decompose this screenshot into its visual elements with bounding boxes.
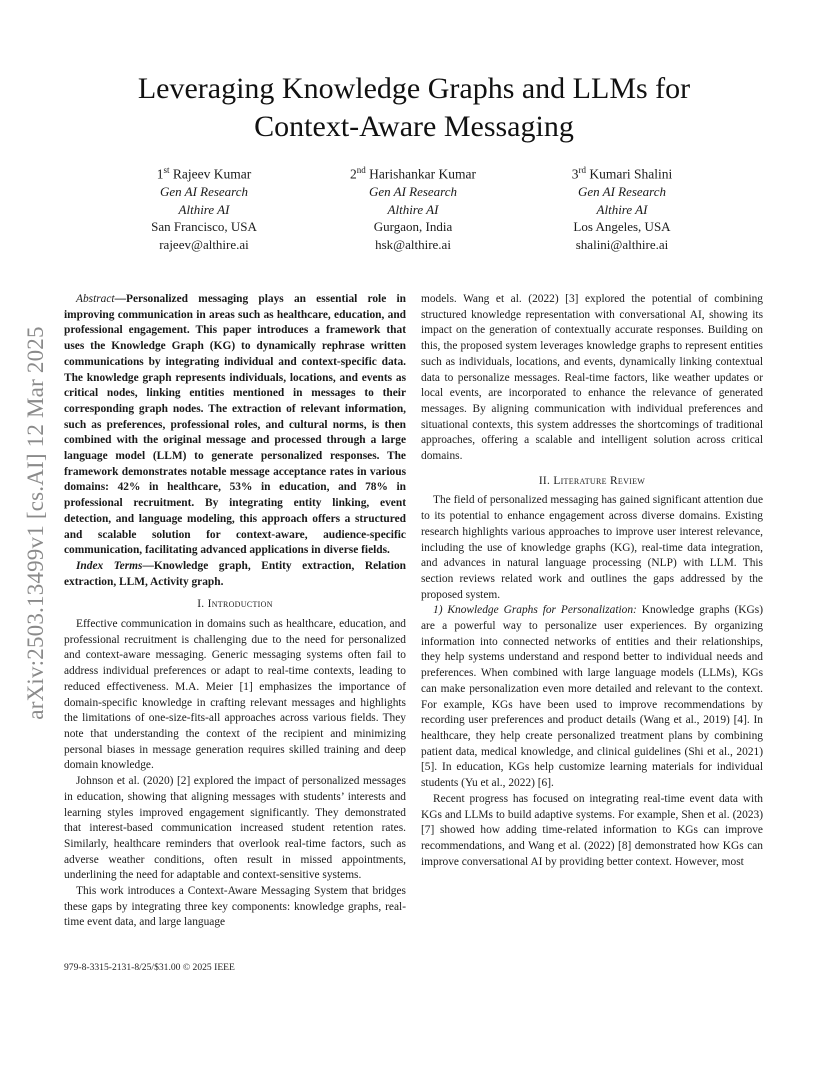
author-ordinal-suffix: st	[163, 165, 170, 175]
index-terms-label: Index Terms	[76, 559, 143, 572]
author-name: Kumari Shalini	[589, 166, 673, 182]
intro-paragraph-2: Johnson et al. (2020) [2] explored the impact of personalized messages in education, showing that aligning messages with students’ interests and learning styles improved engagement significantly. They demonstrated that interest-based communication increased student retention rates. Similarly, healthcare reminders that overlook real-time factors, such as adverse weather conditions, often result in missed appointments, underlining the need for adaptable and context-sensitive systems.	[64, 775, 406, 882]
author-2	[313, 162, 513, 253]
literature-paragraph-2-text: Knowledge graphs (KGs) are a powerful way to personalize user experiences. By organizing information into connected networks of entities and their relationships, they help systems understand and respond better to individual needs and preferences. When combined with large language models (LLMs), KGs can make personalization even more detailed and relevant to the context. For example, KGs have been used to improve recommendations by recording user preferences and product details (Wang et al., 2019) [4]. In healthcare, they help create personalized treatment plans by combining patient data, medical knowledge, and clinical guidelines (Shi et al., 2021) [5]. In education, KGs help customize learning materials for individual students (Yu et al., 2022) [6].	[421, 604, 763, 790]
literature-paragraph-2	[421, 603, 763, 791]
subsection-heading: 1) Knowledge Graphs for Personalization:	[433, 604, 637, 617]
author-organization: Althire AI	[178, 201, 230, 217]
author-location: Los Angeles, USA	[573, 219, 671, 234]
intro-paragraph-1: Effective communication in domains such as healthcare, education, and professional recruitment is challenging due to the need for personalized and context-aware messaging. Generic messaging systems often fail to address individual preferences or adapt to real-time contexts, leading to reduced effectiveness. M.A. Meier [1] emphasizes the importance of domain-specific knowledge in crafting relevant messages and highlights the limitations of one-size-fits-all approaches across various fields. They note that understanding the context of the recipient and minimizing personal biases in message generation requires skilled training and deep domain knowledge.	[64, 618, 406, 772]
arxiv-identifier-stamp	[18, 288, 54, 758]
abstract-text: —Personalized messaging plays an essential role in improving communication in areas such as healthcare, education, and professional engagement. This paper introduces a framework that uses the Knowledge Graph (KG) to dynamically rephrase written communications by integrating individual and context-specific data. The knowledge graph represents individuals, locations, and events as critical nodes, linking entities mentioned in messages to their corresponding graph nodes. The extraction of relevant information, such as preferences, professional roles, and cultural norms, is then combined with the original message and processed through a large language model (LLM) to generate personalized responses. The framework demonstrates notable message acceptance rates in various domains: 42% in healthcare, 53% in education, and 78% in professional recruitment. By integrating entity linking, event detection, and language modeling, this approach offers a structured and scalable solution for context-aware, audience-specific communication, facilitating advanced applications in diverse fields.	[64, 293, 406, 557]
abstract-label: Abstract	[76, 293, 115, 305]
author-1	[104, 162, 304, 253]
author-name: Rajeev Kumar	[172, 166, 252, 182]
author-location: San Francisco, USA	[151, 219, 257, 234]
author-3	[522, 162, 722, 253]
author-ordinal: 1	[156, 166, 164, 182]
intro-paragraph-3: This work introduces a Context-Aware Messaging System that bridges these gaps by integrating three key components: knowledge graphs, real-time event data, and large language	[64, 885, 406, 929]
right-column	[421, 292, 763, 870]
author-location: Gurgaon, India	[373, 219, 453, 234]
section-title: Literature Review	[553, 474, 646, 487]
literature-paragraph-1: The field of personalized messaging has gained significant attention due to its potential to enhance engagement across diverse domains. Existing research highlights various approaches to improve user interest relevance, including the use of knowledge graphs (KG), real-time data integration, and advances in natural language processing (NLP) with LLM. This section reviews related work and outlines the gaps addressed by the proposed system.	[421, 494, 763, 601]
section-heading-literature-review	[421, 474, 763, 490]
author-department: Gen AI Research	[577, 184, 667, 199]
section-number: I.	[197, 598, 208, 611]
arxiv-identifier-text: arXiv:2503.13499v1 [cs.AI] 12 Mar 2025	[23, 326, 48, 720]
intro-paragraph-continued: models. Wang et al. (2022) [3] explored the potential of combining structured knowledge representation with conversational AI, showing its impact on the generation of contextually accurate responses. Building on this, the proposed system leverages knowledge graphs to represent entities such as individuals, locations, and events, dynamically linking contextual data to personalize messages. Real-time factors, like weather updates or local events, are incorporated to enhance the relevance of generated messages. By aligning communication with individual preferences and situational contexts, this system addresses the shortcomings of traditional approaches, offering a scalable and intelligent solution across critical domains.	[421, 293, 763, 463]
literature-paragraph-3: Recent progress has focused on integrating real-time event data with KGs and LLMs to build adaptive systems. For example, Shen et al. (2023) [7] showed how adding time-related information to KGs can improve recommendations, and Wang et al. (2022) [8] demonstrated how KGs can improve conversational AI by providing better context. However, most	[421, 792, 763, 868]
paper-title-line-2: Context-Aware Messaging	[254, 110, 574, 143]
author-department: Gen AI Research	[159, 184, 249, 199]
copyright-footer: 979-8-3315-2131-8/25/$31.00 © 2025 IEEE	[64, 962, 235, 973]
author-ordinal: 2	[350, 166, 357, 182]
author-department: Gen AI Research	[368, 184, 458, 199]
index-terms-text: —Knowledge graph, Entity extraction, Relation extraction, LLM, Activity graph.	[64, 559, 406, 588]
section-heading-introduction	[64, 597, 406, 613]
author-block	[0, 162, 828, 252]
section-title: Introduction	[207, 598, 273, 611]
author-email: hsk@althire.ai	[375, 236, 451, 252]
author-ordinal-suffix: nd	[356, 165, 366, 175]
paper-title	[60, 70, 768, 146]
author-organization: Althire AI	[387, 201, 439, 217]
author-ordinal: 3	[571, 166, 579, 182]
author-email: rajeev@althire.ai	[159, 236, 249, 252]
abstract	[64, 292, 406, 559]
author-email: shalini@althire.ai	[575, 236, 669, 252]
section-number: II.	[538, 474, 554, 487]
left-column	[64, 292, 406, 931]
author-organization: Althire AI	[596, 201, 648, 217]
author-name: Harishankar Kumar	[369, 166, 476, 182]
author-ordinal-suffix: rd	[578, 165, 586, 175]
paper-title-line-1: Leveraging Knowledge Graphs and LLMs for	[137, 72, 691, 105]
index-terms	[64, 559, 406, 590]
